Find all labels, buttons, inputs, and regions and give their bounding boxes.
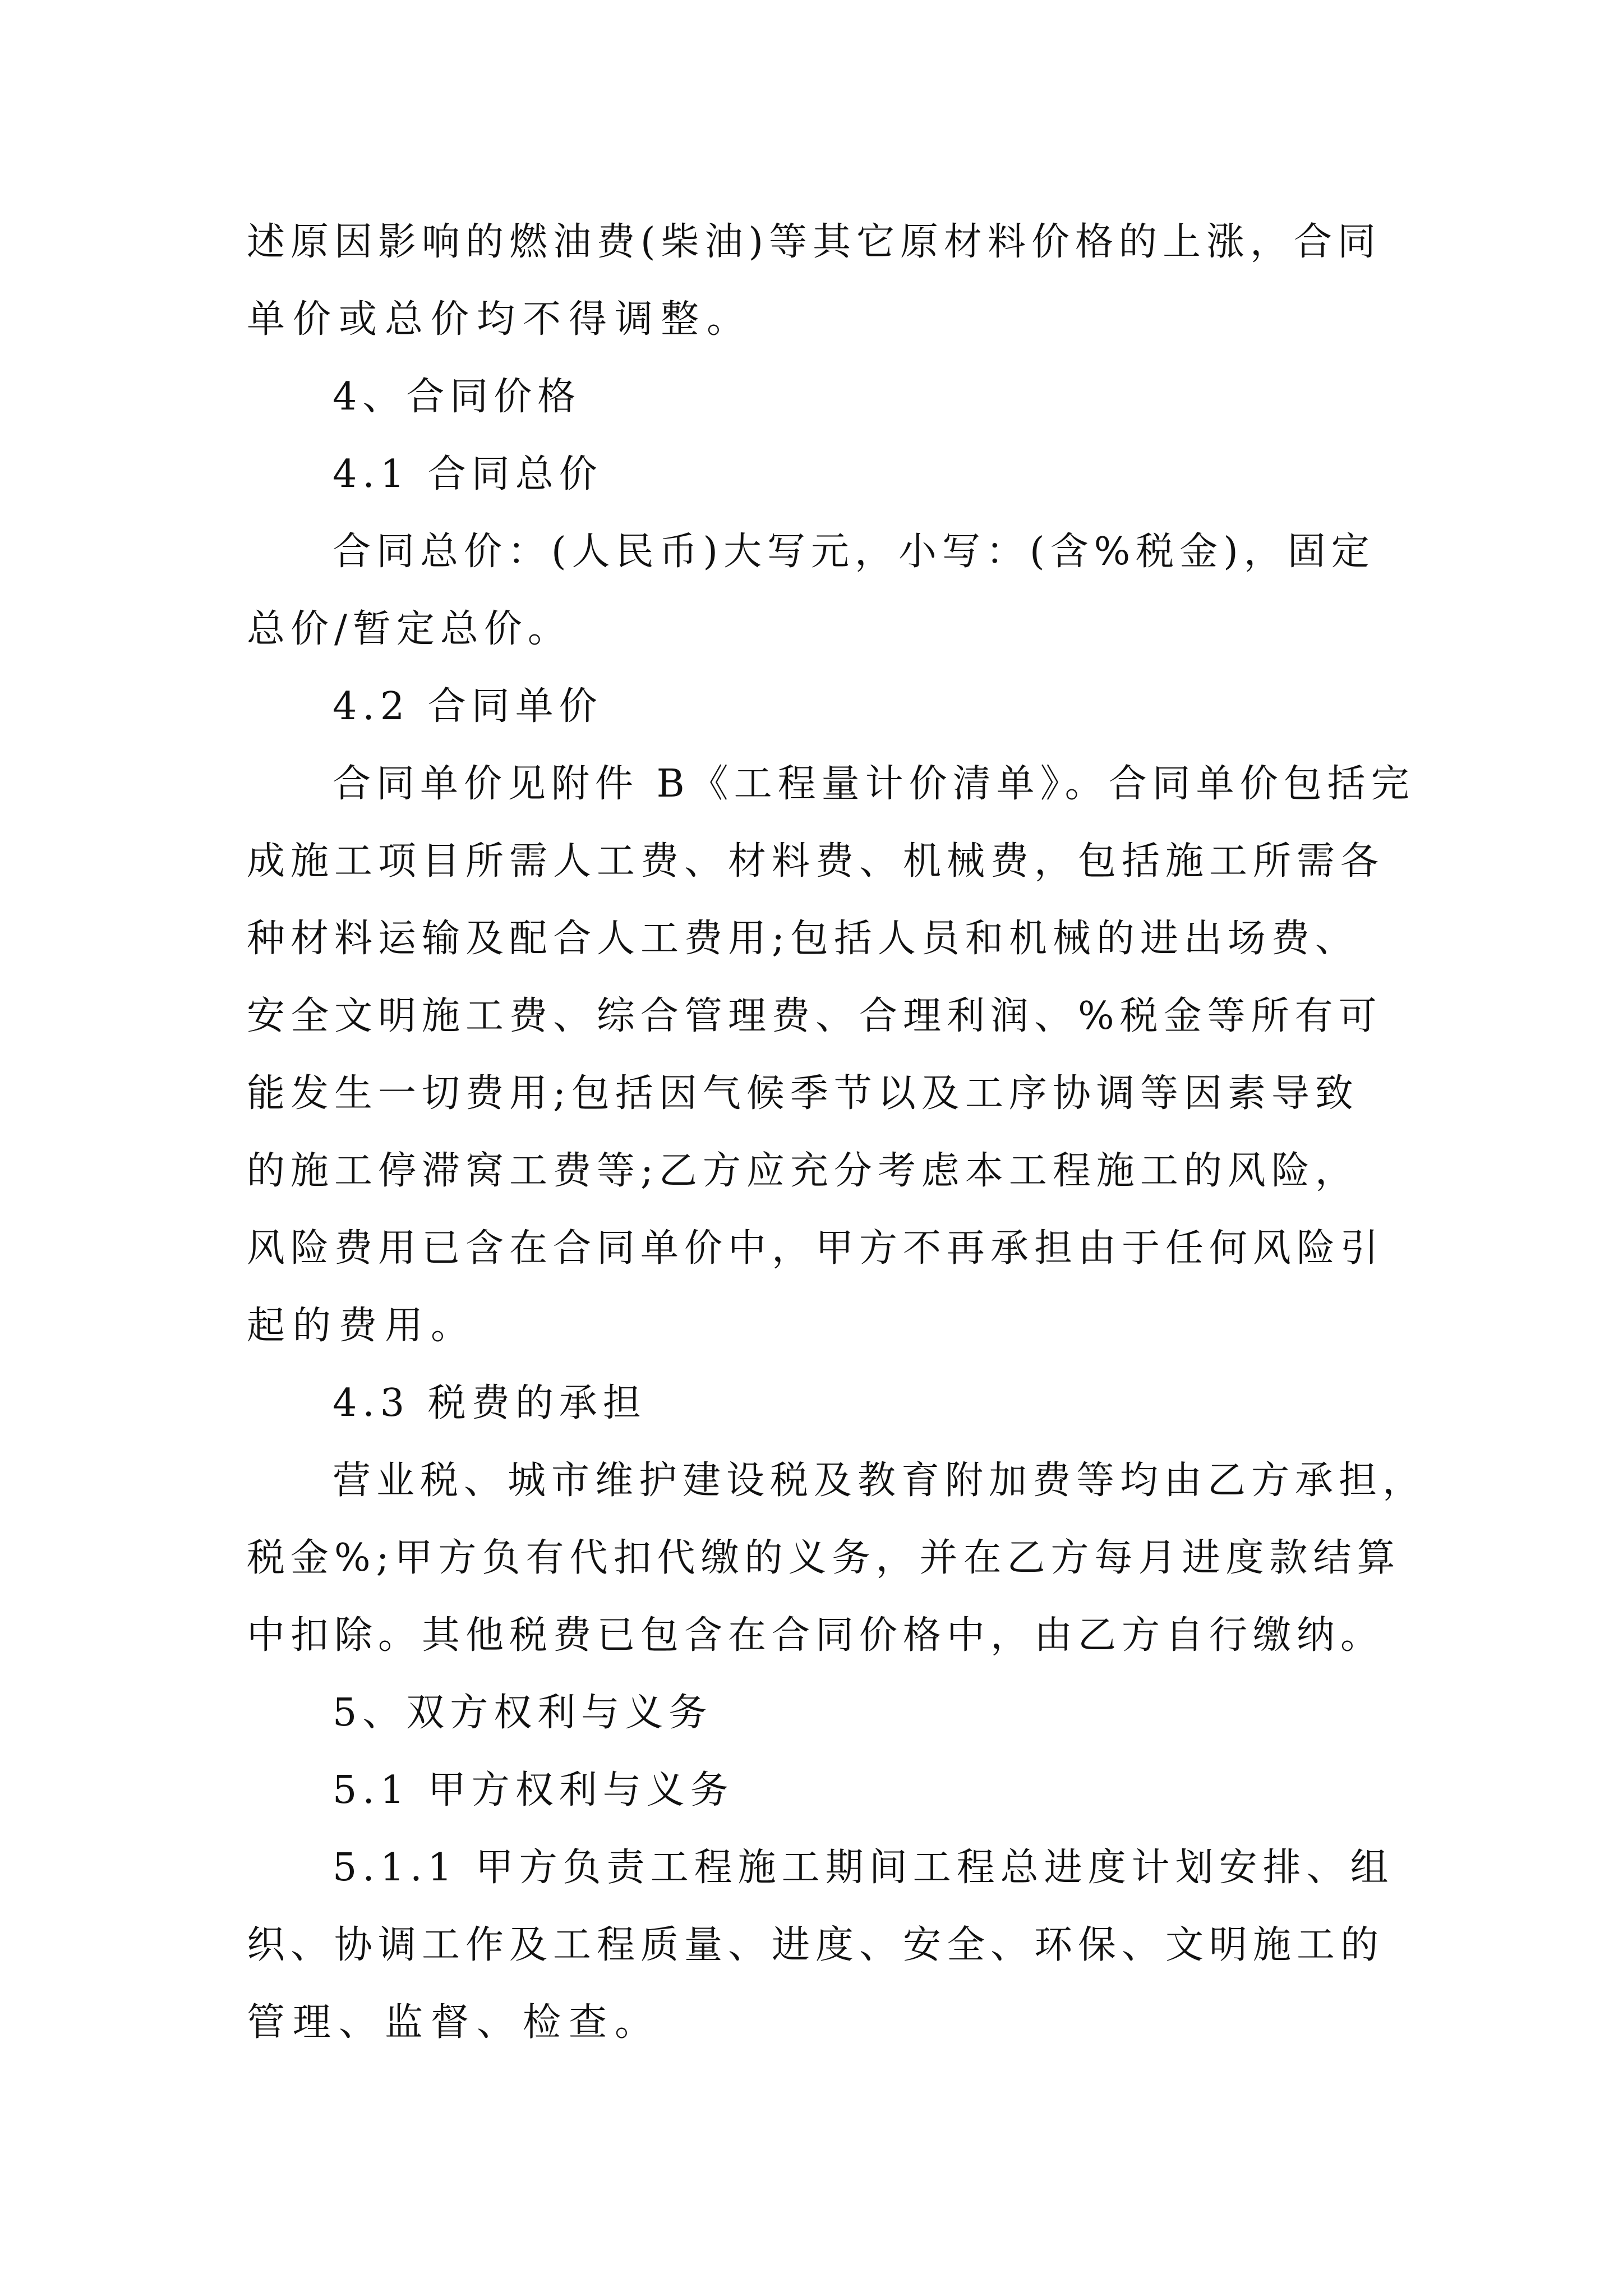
heading-text: 4、合同价格	[333, 375, 582, 419]
heading-text: 4.2 合同单价	[333, 684, 603, 729]
text-line: 5.1.1 甲方负责工程施工期间工程总进度计划安排、组	[333, 1846, 1394, 1890]
text-line: 总价/暂定总价。	[247, 607, 571, 651]
text-line: 织、协调工作及工程质量、进度、安全、环保、文明施工的	[247, 1923, 1385, 1967]
text-line: 能发生一切费用;包括因气候季节以及工序协调等因素导致	[247, 1071, 1359, 1116]
text-line: 单价或总价均不得调整。	[247, 297, 753, 342]
text-line: 中扣除。其他税费已包含在合同价格中，由乙方自行缴纳。	[247, 1613, 1385, 1658]
text-line: 的施工停滞窝工费等;乙方应充分考虑本工程施工的风险，	[247, 1149, 1359, 1193]
heading-text: 5、双方权利与义务	[333, 1691, 713, 1735]
text-line: 合同单价见附件 B《工程量计价清单》。合同单价包括完	[333, 762, 1415, 806]
text-line: 营业税、城市维护建设税及教育附加费等均由乙方承担，	[333, 1458, 1427, 1503]
text-line: 税金%;甲方负有代扣代缴的义务，并在乙方每月进度款结算	[247, 1536, 1401, 1580]
text-line: 合同总价：(人民币)大写元，小写：(含%税金)，固定	[333, 530, 1375, 574]
heading-text: 5.1 甲方权利与义务	[333, 1768, 734, 1812]
text-line: 成施工项目所需人工费、材料费、机械费，包括施工所需各	[247, 839, 1385, 884]
text-line: 风险费用已含在合同单价中，甲方不再承担由于任何风险引	[247, 1226, 1385, 1271]
heading-text: 4.1 合同总价	[333, 452, 603, 496]
text-line: 安全文明施工费、综合管理费、合理利润、%税金等所有可	[247, 994, 1382, 1038]
text-line: 起的费用。	[247, 1304, 477, 1348]
text-line: 述原因影响的燃油费(柴油)等其它原材料价格的上涨，合同	[247, 220, 1382, 264]
heading-text: 4.3 税费的承担	[333, 1381, 647, 1425]
text-line: 管理、监督、检查。	[247, 2000, 661, 2045]
text-line: 种材料运输及配合人工费用;包括人员和机械的进出场费、	[247, 917, 1359, 961]
